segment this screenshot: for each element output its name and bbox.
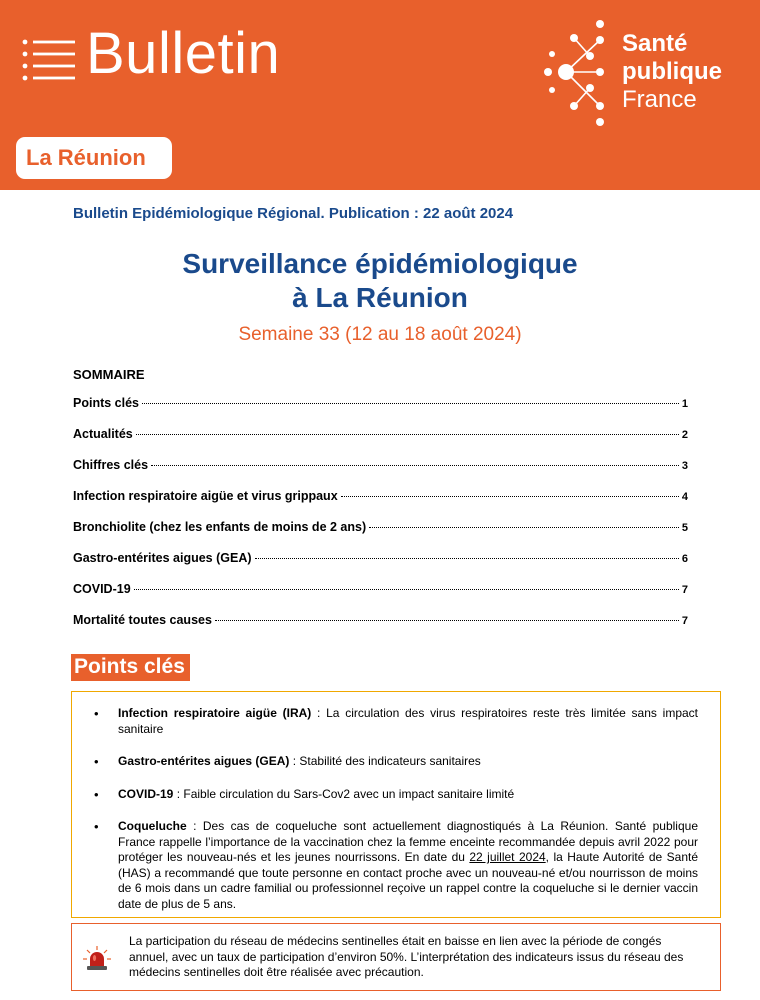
bullet-icon: • (94, 786, 99, 802)
warning-text: La participation du réseau de médecins sentinelles était en baisse en lien avec la période de congés annuel, avec un taux de participation d’environ 50%. L’interprétation des indicateurs issus du réseau des médecins sentinelles doit être réalisée avec précaution. (129, 934, 684, 979)
warning-box (71, 923, 721, 991)
bulletin-title: Bulletin (86, 21, 281, 86)
page-title (0, 247, 760, 315)
logo-line-france: France (622, 86, 697, 113)
key-points-box (71, 691, 721, 918)
key-point-gea (94, 754, 698, 770)
toc-item-label: Points clés (73, 396, 139, 410)
publication-line: Bulletin Epidémiologique Régional. Publication : 22 août 2024 (73, 205, 514, 222)
title-line-2: à La Réunion (292, 282, 468, 313)
toc-item-label: Bronchiolite (chez les enfants de moins de 2 ans) (73, 520, 367, 534)
toc-leader-dots (341, 496, 679, 497)
toc-item-page: 6 (681, 553, 688, 565)
key-point-title: Gastro-entérites aigues (GEA) (118, 754, 290, 768)
key-point-text-continued: , la Haute Autorité de Santé (HAS) a recommandé que toute personne en contact proche avec un nouveau-né et/ou nourrisson de moins de 6 mois dans un cadre familial ou professionnel reçoive un rappel contre la coqueluche si le dernier vaccin date de plus de 5 ans. (118, 850, 699, 911)
key-point-title: Coqueluche (118, 819, 187, 833)
toc-item-label: Actualités (73, 427, 133, 441)
toc-item-mortalite[interactable] (73, 613, 688, 644)
toc-item-page: 7 (681, 615, 688, 627)
logo-line-publique: publique (622, 58, 722, 85)
bullet-icon: • (94, 819, 99, 834)
key-point-text: : Des cas de coqueluche sont actuellement diagnostiqués à La Réunion. Santé publique France rappelle l’importance de la vaccination chez la femme enceinte recommandée depuis avril 2022 pour protéger les nouveau-nés et les jeunes nourrissons. En date du (118, 819, 698, 864)
toc-heading: SOMMAIRE (73, 367, 145, 382)
toc-leader-dots (136, 434, 679, 435)
siren-alarm-icon (82, 944, 112, 974)
key-point-ira (94, 706, 698, 737)
toc-item-page: 3 (681, 460, 688, 472)
sante-publique-dots-icon (544, 18, 620, 128)
key-point-covid (94, 786, 698, 803)
key-point-text: : Stabilité des indicateurs sanitaires (289, 754, 481, 768)
table-of-contents (73, 367, 688, 644)
toc-item-page: 5 (681, 522, 688, 534)
toc-item-page: 2 (681, 429, 688, 441)
header-banner (0, 0, 760, 190)
region-badge: La Réunion (16, 137, 172, 179)
toc-item-points-cles[interactable] (73, 396, 688, 427)
logo-wordmark (622, 30, 722, 114)
toc-leader-dots (215, 620, 679, 621)
toc-item-label: Mortalité toutes causes (73, 613, 212, 627)
toc-item-label: Gastro-entérites aigues (GEA) (73, 551, 252, 565)
menu-lines-icon (22, 38, 78, 82)
toc-item-page: 1 (681, 398, 688, 410)
toc-item-label: Chiffres clés (73, 458, 149, 472)
toc-item-label: COVID-19 (73, 582, 131, 596)
logo-line-sante: Santé (622, 30, 688, 57)
title-line-1: Surveillance épidémiologique (182, 248, 578, 279)
sante-publique-logo (544, 18, 744, 128)
toc-leader-dots (369, 527, 679, 528)
toc-item-covid[interactable] (73, 582, 688, 613)
week-subtitle: Semaine 33 (12 au 18 août 2024) (238, 324, 522, 345)
toc-leader-dots (255, 558, 679, 559)
has-date-link[interactable]: 22 juillet 2024 (469, 850, 546, 864)
toc-item-label: Infection respiratoire aigüe et virus grippaux (73, 489, 338, 503)
toc-item-gea[interactable] (73, 551, 688, 582)
toc-item-page: 4 (681, 491, 688, 503)
key-point-coqueluche (94, 819, 699, 912)
key-point-text: : La circulation des virus respiratoires reste très limitée sans impact sanitaire (118, 706, 698, 736)
toc-item-bronchiolite[interactable] (73, 520, 688, 551)
toc-item-chiffres-cles[interactable] (73, 458, 688, 489)
toc-leader-dots (142, 403, 679, 404)
toc-leader-dots (134, 589, 679, 590)
toc-leader-dots (151, 465, 679, 466)
bullet-icon: • (94, 754, 99, 769)
toc-item-actualites[interactable] (73, 427, 688, 458)
key-point-title: Infection respiratoire aigüe (IRA) (118, 706, 312, 720)
section-heading-points-cles: Points clés (71, 654, 190, 681)
toc-item-page: 7 (681, 584, 688, 596)
toc-item-ira[interactable] (73, 489, 688, 520)
key-point-text: : Faible circulation du Sars-Cov2 avec un impact sanitaire limité (173, 786, 515, 801)
bullet-icon: • (94, 706, 99, 721)
key-point-title: COVID-19 (118, 786, 174, 801)
